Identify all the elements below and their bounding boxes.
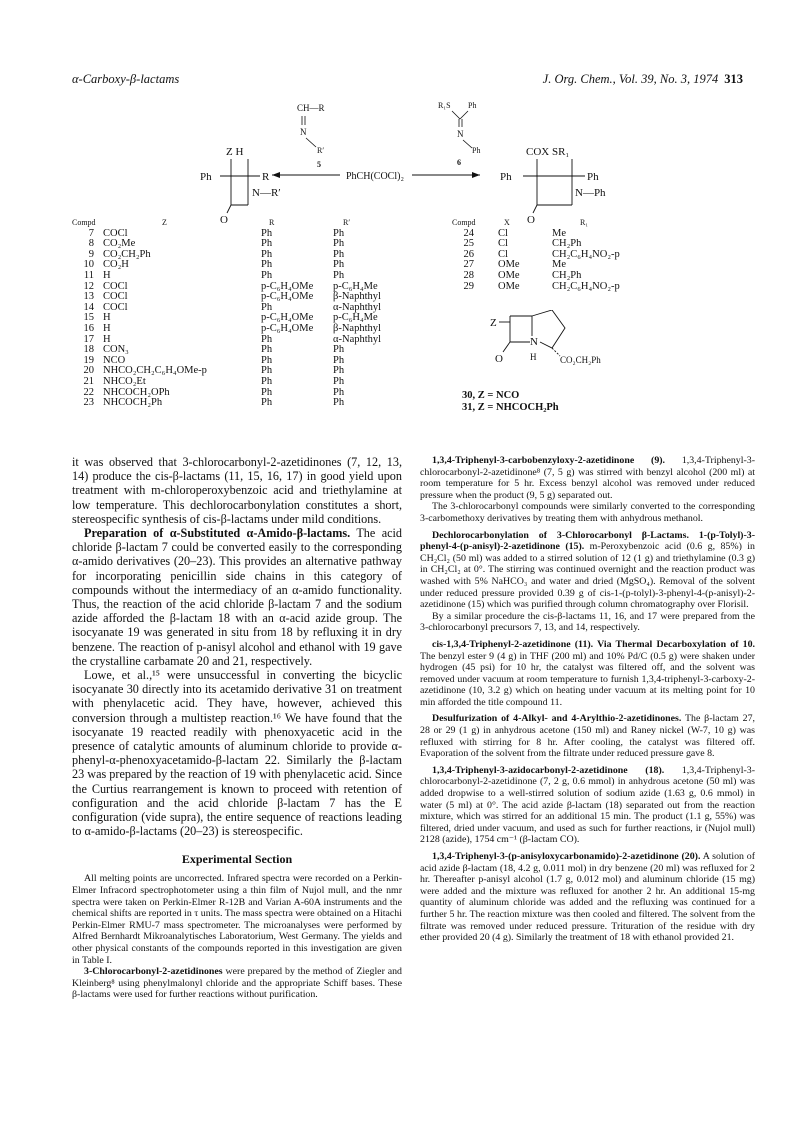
header-compd: Compd xyxy=(72,218,96,227)
right-lactam-ph-right: Ph xyxy=(587,171,599,183)
paragraph-15 xyxy=(420,530,755,611)
cell-z: H xyxy=(103,333,111,345)
text-desulfurization: The β-lactam 27, 28 or 29 (1 g) in anhydrous acetone (150 ml) and Raney nickel (W-7, 10 g) was refluxed with stirring for 8 hr. After cooling, the catalyst was filtered off. Evaporation of the solvent from the filtrate under reduced pressure gave 8. xyxy=(420,713,755,760)
left-column xyxy=(72,455,402,1001)
cell-compd: 14 xyxy=(83,301,94,313)
cell-r: Ph xyxy=(261,397,273,409)
cell-r: Ph xyxy=(261,386,273,398)
cell-compd: 25 xyxy=(463,238,474,250)
cell-r-prime: Ph xyxy=(333,354,345,366)
right-column xyxy=(420,455,755,944)
cell-x: Cl xyxy=(498,238,508,250)
bicyclic-labels xyxy=(462,390,559,414)
cell-r: Ph xyxy=(261,344,273,356)
paragraph-9 xyxy=(420,455,755,501)
cell-z: H xyxy=(103,312,111,324)
cell-r: Ph xyxy=(261,227,273,239)
cell-z: NHCO₂Et xyxy=(103,375,146,387)
cell-r: Ph xyxy=(261,248,273,260)
cell-x: OMe xyxy=(498,259,520,271)
cell-compd: 7 xyxy=(88,227,94,239)
cell-r: p-C₆H₄OMe xyxy=(261,322,314,334)
cell-compd: 12 xyxy=(83,280,94,292)
text-18: 1,3,4-Triphenyl-3-chlorocarbonyl-2-azetidinone (7, 2 g, 0.6 mmol) in anhydrous acetone (50 ml) was added dropwise to a well-stirred solution of sodium azide (1.63 g, 0.6 mmol) in water (5 ml) at 0°. The acid azide β-lactam (18) separated out from the reaction mixture, which was stirred for an additional 15 min. The product (1.1 g, 55%) was filtered, dried under vacuum, and used as such for further reactions, ir (Nujol mull) 2128 (azide), 1754 cm⁻¹ (β-lactam CO). xyxy=(420,764,755,846)
heading-11: cis-1,3,4-Triphenyl-2-azetidinone (11). Via Thermal Decarboxylation of 10. xyxy=(432,638,755,650)
text-11: The benzyl ester 9 (4 g) in THF (200 ml) and 10% Pd/C (0.5 g) were shaken under hydrogen (45 psi) for 10 hr, the catalyst was filtered off, and the solvent was removed under vacuum at room temperature to furnish 1,3,4-triphenyl-3-carboxy-2-azetidinone (10, 3.2 g) which on heating under vacuum at its melting point for 10 min afforded the title compound 11. xyxy=(420,650,755,708)
cell-r-prime: β-Naphthyl xyxy=(333,291,381,303)
experimental-heading: Experimental Section xyxy=(181,852,293,867)
cell-compd: 11 xyxy=(83,269,94,281)
table-row xyxy=(452,271,752,282)
heading-amido: Preparation of α-Substituted α-Amido-β-lactams. xyxy=(84,526,351,541)
cell-compd: 23 xyxy=(83,397,94,409)
cell-r: Ph xyxy=(261,238,273,250)
bicyclic-o: O xyxy=(495,353,503,365)
cell-r1: CH₂C₆H₄NO₂-p xyxy=(552,248,620,260)
cell-compd: 17 xyxy=(83,333,94,345)
left-lactam-ph: Ph xyxy=(200,171,212,183)
cell-z: NHCOCH₂OPh xyxy=(103,386,170,398)
paragraph-lowe: Lowe, et al.,¹⁵ were unsuccessful in converting the bicyclic isocyanate 30 directly into its acetamido derivative 31 on treatment with phenylacetic acid. They have, however, achieved this conversion through a multistep reaction.¹⁶ We have found that the isocyanate 19 reacted readily with phenoxyacetic acid in the presence of catalytic amounts of aluminum chloride to provide α-phenyl-α-phenoxyacetamido-β-lactam 22. Similarly the β-lactam 23 was prepared by the reaction of 19 with phenylacetic acid. Since the Curtius rearrangement is known to proceed with retention of configuration and the acid chloride β-lactam 7 has the E configuration (vide supra), the entire sequence of reactions leading to α-amido-β-lactams (20–23) is stereospecific. xyxy=(72,668,402,839)
text-20: A solution of acid azide β-lactam (18, 4.2 g, 0.011 mol) in dry benzene (20 ml) was refluxed for 2 hr. Thereafter p-anisyl alcohol (1.7 g, 0.012 mol) and aluminum chloride (15 mg) were added and the mixture was refluxed for another 2 hr. An additional 15-mg quantity of aluminum chloride was added and the refluxing was continued for a further 5 hr. The reaction mixture was then cooled and filtered. The solvent from the filtrate was removed under reduced pressure. Trituration of the residue with dry ether provided 20 (4 g). Similarly the treatment of 18 with ethanol provided 21. xyxy=(420,851,755,944)
cell-compd: 16 xyxy=(83,322,94,334)
table-row xyxy=(452,260,752,271)
header-compd: Compd xyxy=(452,218,476,227)
cell-r1: CH₂Ph xyxy=(552,269,582,281)
imine6-ph: Ph xyxy=(468,101,477,110)
cell-x: OMe xyxy=(498,269,520,281)
cell-r1: CH₂C₆H₄NO₂-p xyxy=(552,280,620,292)
imine5-n: N xyxy=(300,127,307,137)
cell-r: Ph xyxy=(261,333,273,345)
cell-z: H xyxy=(103,322,111,334)
cell-compd: 24 xyxy=(463,227,474,239)
cell-r-prime: α-Naphthyl xyxy=(333,301,382,313)
text-9: 1,3,4-Triphenyl-3-chlorocarbonyl-2-azetidinone⁸ (7, 5 g) was stirred with benzyl alcohol (200 ml) at room temperature for 5 hr. Excess benzyl alcohol was removed under reduced pressure when the product (9, 5 g) separated out. xyxy=(420,455,755,501)
cell-r-prime: Ph xyxy=(333,238,345,250)
cell-compd: 15 xyxy=(83,312,94,324)
cell-z: NCO xyxy=(103,354,126,366)
table-header xyxy=(452,218,752,229)
paragraph-general: All melting points are uncorrected. Infrared spectra were recorded on a Perkin-Elmer Infracord spectrophotometer using a thin film of Nujol mull, and the nmr spectra were taken on Perkin-Elmer R-12B and Varian A-60A instruments and the chemical shifts are reported in τ units. The mass spectra were obtained on a Hitachi Perkin-Elmer RMU-7 mass spectrometer. The microanalyses were performed by Alfred Bernhardt Mikroanalytisches Laboratorium, West Germany. The yields and other physical constants of the compounds reported in this investigation are given in Table I. xyxy=(72,873,402,966)
text-amido: The acid chloride β-lactam 7 could be converted easily to the corresponding α-amido derivatives (20–23). This provides an alternative pathway for incorporating penicillin side chains in this category of compounds without the intermediacy of an α-amido functionality. Thus, the reaction of the acid chloride β-lactam 7 and the sodium azide afforded the β-lactam 18 with an α-acid azide group. The isocyanate 19 was generated in situ from 18 by refluxing it in dry benzene. The reaction of p-anisyl alcohol and ethanol with 19 gave the crystalline carbamate 20 and 21, respectively. xyxy=(72,526,402,668)
compound-table-right xyxy=(452,218,752,292)
paragraph-amido xyxy=(72,526,402,668)
cell-r1: Me xyxy=(552,227,566,239)
bicyclic-h: H xyxy=(530,352,537,362)
cell-x: OMe xyxy=(498,280,520,292)
cell-r: p-C₆H₄OMe xyxy=(261,312,314,324)
compound-table-left xyxy=(72,218,402,409)
right-lactam-o: O xyxy=(527,214,535,226)
text-chlorocarbonyl: were prepared by the method of Ziegler and Kleinberg⁸ using phenylmalonyl chloride and the appropriate Schiff bases. These β-lactams were used for further reactions without purification. xyxy=(72,966,402,1001)
cell-z: NHCO₂CH₂C₆H₄OMe-p xyxy=(103,365,207,377)
cell-r: Ph xyxy=(261,301,273,313)
heading-desulfurization: Desulfurization of 4-Alkyl- and 4-Arylthio-2-azetidinones. xyxy=(432,713,682,725)
paragraph-cis-lactams: it was observed that 3-chlorocarbonyl-2-azetidinones (7, 12, 13, 14) produce the cis-β-lactams (11, 15, 16, 17) in good yield upon treatment with m-chloroperoxybenzoic acid and triethylamine at low temperature. This dechlorocarbonylation constitutes a short, stereospecific synthesis of cis-β-lactams under mild conditions. xyxy=(72,455,402,526)
bicyclic-n: N xyxy=(530,336,538,348)
cell-r: p-C₆H₄OMe xyxy=(261,291,314,303)
cell-compd: 9 xyxy=(88,248,94,260)
cell-compd: 10 xyxy=(83,259,94,271)
imine5-ch: CH—R xyxy=(297,103,325,113)
left-lactam-r: R xyxy=(262,171,270,183)
cell-compd: 22 xyxy=(83,386,94,398)
cell-x: Cl xyxy=(498,227,508,239)
cell-compd: 26 xyxy=(463,248,474,260)
cell-r: p-C₆H₄OMe xyxy=(261,280,314,292)
cell-z: CO₂H xyxy=(103,259,129,271)
cell-r: Ph xyxy=(261,375,273,387)
cell-compd: 19 xyxy=(83,354,94,366)
cell-z: COCl xyxy=(103,280,128,292)
cell-z: COCl xyxy=(103,301,128,313)
heading-20: 1,3,4-Triphenyl-3-(p-anisyloxycarbonamido)-2-azetidinone (20). xyxy=(432,851,701,862)
imine6-ph2: Ph xyxy=(472,146,481,155)
paragraph-18 xyxy=(420,765,755,846)
cell-compd: 29 xyxy=(463,280,474,292)
journal-citation xyxy=(543,72,743,87)
cell-r-prime: Ph xyxy=(333,375,345,387)
cell-r: Ph xyxy=(261,259,273,271)
cell-r-prime: Ph xyxy=(333,397,345,409)
cell-z: NHCOCH₂Ph xyxy=(103,397,163,409)
label-31: 31, Z = NHCOCH₂Ph xyxy=(462,402,559,413)
cell-r-prime: p-C₆H₄Me xyxy=(333,280,378,292)
heading-15: Dechlorocarbonylation of 3-Chlorocarbonyl β-Lactams. 1-(p-Tolyl)-3-phenyl-4-(p-anisyl)-2-azetidinone (15). xyxy=(420,529,755,553)
cell-r-prime: α-Naphthyl xyxy=(333,333,382,345)
left-lactam-n: N—R′ xyxy=(252,187,281,199)
table-row xyxy=(72,377,402,388)
cell-r-prime: Ph xyxy=(333,365,345,377)
cell-compd: 18 xyxy=(83,344,94,356)
table-row xyxy=(72,260,402,271)
cell-r1: Me xyxy=(552,259,566,271)
imine6-n: N xyxy=(457,129,464,139)
cell-compd: 28 xyxy=(463,269,474,281)
cell-compd: 21 xyxy=(83,375,94,387)
cell-x: Cl xyxy=(498,248,508,260)
paragraph-carbomethoxy: The 3-chlorocarbonyl compounds were similarly converted to the corresponding 3-carbomethoxy derivatives by treating them with anhydrous methanol. xyxy=(420,501,755,524)
bicyclic-structure xyxy=(490,310,640,385)
header-z: Z xyxy=(162,218,167,227)
right-lactam-top: COX SR₁ xyxy=(526,146,570,158)
header-r: R xyxy=(269,218,275,227)
table-body xyxy=(72,229,402,409)
left-lactam-top: Z H xyxy=(226,146,244,158)
imine6-r1s: R₁S xyxy=(438,101,451,110)
cell-r-prime: Ph xyxy=(333,344,345,356)
cell-r-prime: p-C₆H₄Me xyxy=(333,312,378,324)
cell-r-prime: Ph xyxy=(333,248,345,260)
cell-compd: 20 xyxy=(83,365,94,377)
paragraph-chlorocarbonyl xyxy=(72,966,402,1001)
cell-r-prime: Ph xyxy=(333,386,345,398)
label-5: 5 xyxy=(317,160,321,169)
right-lactam-ph-left: Ph xyxy=(500,171,512,183)
paragraph-similar: By a similar procedure the cis-β-lactams 11, 16, and 17 were prepared from the 3-chlorocarbonyl precursors 7, 13, and 14, respectively. xyxy=(420,610,755,634)
cell-compd: 8 xyxy=(88,238,94,250)
cell-z: COCl xyxy=(103,291,128,303)
imine5-r: R′ xyxy=(317,146,325,155)
bicyclic-ester: CO₂CH₂Ph xyxy=(560,355,601,365)
table-header xyxy=(72,218,402,229)
heading-chlorocarbonyl: 3-Chlorocarbonyl-2-azetidinones xyxy=(84,966,223,978)
right-lactam-n: N—Ph xyxy=(575,187,606,199)
table-row xyxy=(72,398,402,409)
cell-z: CO₂CH₂Ph xyxy=(103,248,151,260)
cell-r: Ph xyxy=(261,269,273,281)
header-r-prime: R′ xyxy=(343,218,351,227)
table-row xyxy=(72,324,402,335)
cell-z: CO₂Me xyxy=(103,238,136,250)
bicyclic-z: Z xyxy=(490,317,497,329)
cell-r-prime: Ph xyxy=(333,259,345,271)
table-row xyxy=(72,271,402,282)
heading-18: 1,3,4-Triphenyl-3-azidocarbonyl-2-azetidinone (18). xyxy=(432,764,665,776)
cell-z: H xyxy=(103,269,111,281)
heading-9: 1,3,4-Triphenyl-3-carbobenzyloxy-2-azetidinone (9). xyxy=(432,455,666,466)
cell-z: COCl xyxy=(103,227,128,239)
cell-r-prime: Ph xyxy=(333,269,345,281)
cell-compd: 27 xyxy=(463,259,474,271)
cell-r-prime: β-Naphthyl xyxy=(333,322,381,334)
table-row xyxy=(452,282,752,293)
paragraph-20 xyxy=(420,851,755,944)
text-15: m-Peroxybenzoic acid (0.6 g, 85%) in CH₂Cl₂ (50 ml) was added to a stirred solution of 12 (1 g) and triethylamine (0.3 g) in CH₂Cl₂ at 0°. The stirring was continued overnight and the reaction product was washed with 5% NaHCO₃ and water and dried (MgSO₄). Removal of the solvent under reduced pressure provided 0.39 g of cis-1-(p-tolyl)-3-phenyl-4-(p-anisyl)-2-azetidinone (15) which was purified through column chromatography over Florisil. xyxy=(420,541,755,611)
label-30: 30, Z = NCO xyxy=(462,390,520,401)
cell-r: Ph xyxy=(261,365,273,377)
table-body xyxy=(452,229,752,293)
journal-name: J. Org. Chem., Vol. 39, No. 3, 1974 xyxy=(542,72,719,86)
label-6: 6 xyxy=(457,158,461,167)
cell-r1: CH₂Ph xyxy=(552,238,582,250)
reagent: PhCH(COCl)₂ xyxy=(346,171,404,182)
page-number: 313 xyxy=(724,72,743,86)
header-r1: R₁ xyxy=(580,218,589,227)
paragraph-desulfurization xyxy=(420,713,755,759)
header-x: X xyxy=(504,218,510,227)
cell-z: CON₃ xyxy=(103,344,129,356)
cell-compd: 13 xyxy=(83,291,94,303)
table-row xyxy=(452,250,752,261)
table-row xyxy=(452,229,752,240)
running-title: α-Carboxy-β-lactams xyxy=(72,72,180,86)
cell-r-prime: Ph xyxy=(333,227,345,239)
left-lactam-o: O xyxy=(220,214,228,226)
paragraph-11 xyxy=(420,639,755,709)
cell-r: Ph xyxy=(261,354,273,366)
